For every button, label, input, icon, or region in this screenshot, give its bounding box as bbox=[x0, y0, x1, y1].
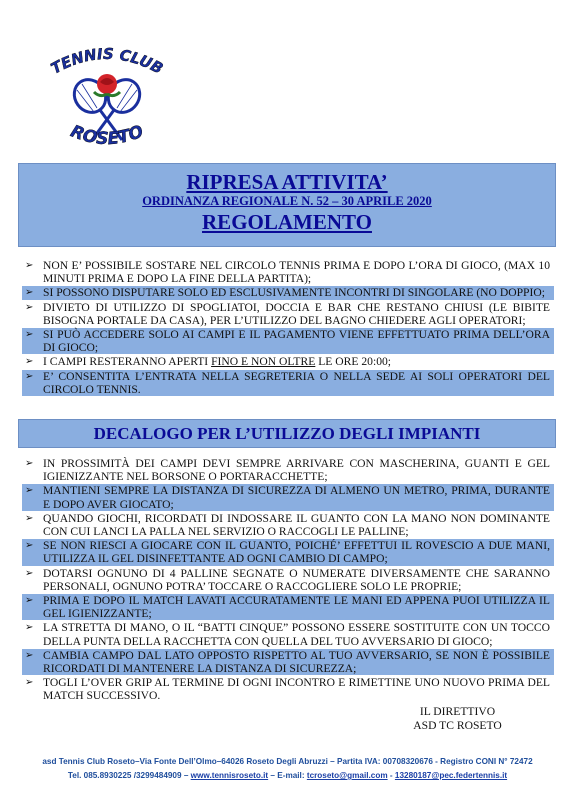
svg-text:ROSETO: ROSETO bbox=[67, 121, 147, 150]
arrow-bullet-icon: ➢ bbox=[25, 301, 34, 313]
arrow-bullet-icon: ➢ bbox=[25, 287, 34, 299]
list-item bbox=[22, 649, 554, 675]
signature-line-2: ASD TC ROSETO bbox=[413, 718, 502, 732]
list-item-text: NON E’ POSSIBILE SOSTARE NEL CIRCOLO TENNIS PRIMA E DOPO L’ORA DI GIOCO, (MAX 10 MINUTI PRIMA E DOPO LA FINE DELLA PARTITA); bbox=[43, 259, 550, 286]
website-link[interactable]: www.tennisroseto.it bbox=[190, 771, 269, 780]
list-item-text: CAMBIA CAMPO DAL LATO OPPOSTO RISPETTO AL TUO AVVERSARIO, SE NON È POSSIBILE RICORDATI DI MANTENERE LA DISTANZA DI SICUREZZA; bbox=[43, 648, 550, 676]
list-item-text: LA STRETTA DI MANO, O IL “BATTI CINQUE” POSSONO ESSERE SOSTITUITE CON UN TOCCO DELLA PUNTA DELLA RACCHETTA CON QUELLA DEL TUO AVVERSARIO DI GIOCO; bbox=[43, 621, 550, 648]
arrow-bullet-icon: ➢ bbox=[25, 595, 34, 607]
list-item-text: SI PUÒ ACCEDERE SOLO AI CAMPI E IL PAGAMENTO VIENE EFFETTUATO PRIMA DELL’ORA DI GIOCO; bbox=[43, 328, 550, 355]
arrow-bullet-icon: ➢ bbox=[25, 370, 34, 382]
decalogo-title: DECALOGO PER L’UTILIZZO DEGLI IMPIANTI bbox=[93, 424, 481, 443]
footer-contacts bbox=[0, 769, 575, 783]
arrow-bullet-icon: ➢ bbox=[25, 567, 34, 579]
list-item bbox=[22, 484, 554, 510]
footer bbox=[0, 755, 575, 783]
decalogo-header-box bbox=[18, 419, 556, 448]
signature-line-1: IL DIRETTIVO bbox=[419, 705, 496, 718]
list-item bbox=[22, 286, 554, 299]
list-item-text: TOGLI L’OVER GRIP AL TERMINE DI OGNI INCONTRO E RIMETTINE UNO NUOVO PRIMA DEL MATCH SUCCESSIVO. bbox=[43, 676, 550, 703]
list-item bbox=[22, 594, 554, 620]
list-item bbox=[22, 328, 554, 354]
underlined-text: FINO E NON OLTRE bbox=[211, 355, 316, 369]
list-item bbox=[22, 301, 554, 327]
list-item-text: SI POSSONO DISPUTARE SOLO ED ESCLUSIVAMENTE INCONTRI DI SINGOLARE (NO DOPPIO; bbox=[43, 286, 545, 300]
footer-separator: - bbox=[387, 771, 395, 780]
regolamento-heading: REGOLAMENTO bbox=[202, 210, 372, 234]
list-item bbox=[22, 457, 554, 483]
header-box bbox=[18, 163, 556, 247]
list-item-text: IN PROSSIMITÀ DEI CAMPI DEVI SEMPRE ARRIVARE CON MASCHERINA, GUANTI E GEL IGIENIZZANTE NEL BORSONE O PORTARACCHETTE; bbox=[43, 457, 550, 484]
list-item bbox=[22, 370, 554, 396]
list-item-text: E’ CONSENTITA L’ENTRATA NELLA SEGRETERIA O NELLA SEDE AI SOLI OPERATORI DEL CIRCOLO TENNIS. bbox=[43, 369, 550, 396]
club-logo bbox=[22, 32, 192, 162]
page-title: RIPRESA ATTIVITA’ bbox=[186, 170, 388, 194]
arrow-bullet-icon: ➢ bbox=[25, 540, 34, 552]
footer-email-label: – E-mail: bbox=[268, 771, 307, 780]
pec-link[interactable]: 13280187@pec.federtennis.it bbox=[394, 771, 508, 780]
footer-address: asd Tennis Club Roseto–Via Fonte Dell’Olmo–64026 Roseto Degli Abruzzi – Partita IVA: 00708320676 - Registro CONI N° 72472 bbox=[42, 757, 533, 766]
list-item-text: DOTARSI OGNUNO DI 4 PALLINE SEGNATE O NUMERATE DIVERSAMENTE CHE SARANNO PERSONALI, OGNUNO POTRA’ TOCCARE O RACCOGLIERE SOLO LE PROPRIE; bbox=[43, 566, 550, 593]
list-item-text: SE NON RIESCI A GIOCARE CON IL GUANTO, POICHÉ’ EFFETTUI IL ROVESCIO A DUE MANI, UTILIZZA IL GEL DISINFETTANTE AD OGNI CAMBIO DI CAMPO; bbox=[43, 539, 550, 566]
list-item-text: MANTIENI SEMPRE LA DISTANZA DI SICUREZZA DI ALMENO UN METRO, PRIMA, DURANTE E DOPO AVER GIOCATO; bbox=[43, 484, 550, 511]
list-item-text: I CAMPI RESTERANNO APERTI bbox=[43, 355, 212, 369]
arrow-bullet-icon: ➢ bbox=[25, 622, 34, 634]
list-item bbox=[22, 512, 554, 538]
list-item-text: QUANDO GIOCHI, RICORDATI DI INDOSSARE IL GUANTO CON LA MANO NON DOMINANTE CON CUI LANCI LA PALLA NEL SERVIZIO O RACCOGLI LE PALLINE; bbox=[43, 511, 550, 539]
list-item bbox=[22, 621, 554, 647]
list-item bbox=[22, 676, 554, 702]
list-item bbox=[22, 567, 554, 593]
ordinance-subtitle: ORDINANZA REGIONALE N. 52 – 30 APRILE 2020 bbox=[142, 194, 432, 208]
arrow-bullet-icon: ➢ bbox=[25, 677, 34, 689]
email-link[interactable]: tcroseto@gmail.com bbox=[306, 771, 388, 780]
footer-phone: Tel. 085.8930225 /3299484909 – bbox=[67, 771, 191, 780]
signature-block bbox=[400, 705, 515, 732]
arrow-bullet-icon: ➢ bbox=[25, 356, 34, 368]
arrow-bullet-icon: ➢ bbox=[25, 485, 34, 497]
list-item-text: PRIMA E DOPO IL MATCH LAVATI ACCURATAMENTE LE MANI ED APPENA PUOI UTILIZZA IL GEL IGIENIZZANTE; bbox=[43, 594, 550, 621]
decalogo-list bbox=[22, 457, 554, 704]
list-item-text: DIVIETO DI UTILIZZO DI SPOGLIATOI, DOCCIA E BAR CHE RESTANO CHIUSI (LE BIBITE BISOGNA PORTALE DA CASA), PER L’UTILIZZO DEL BAGNO CHIEDERE AGLI OPERATORI; bbox=[43, 300, 550, 327]
list-item bbox=[22, 355, 554, 368]
arrow-bullet-icon: ➢ bbox=[25, 649, 34, 661]
list-item bbox=[22, 539, 554, 565]
svg-text:TENNIS CLUB: TENNIS CLUB bbox=[47, 44, 167, 78]
arrow-bullet-icon: ➢ bbox=[25, 329, 34, 341]
list-item bbox=[22, 259, 554, 285]
rules-list bbox=[22, 259, 554, 397]
arrow-bullet-icon: ➢ bbox=[25, 512, 34, 524]
arrow-bullet-icon: ➢ bbox=[25, 458, 34, 469]
arrow-bullet-icon: ➢ bbox=[25, 260, 34, 271]
list-item-text: LE ORE 20:00; bbox=[315, 355, 392, 369]
